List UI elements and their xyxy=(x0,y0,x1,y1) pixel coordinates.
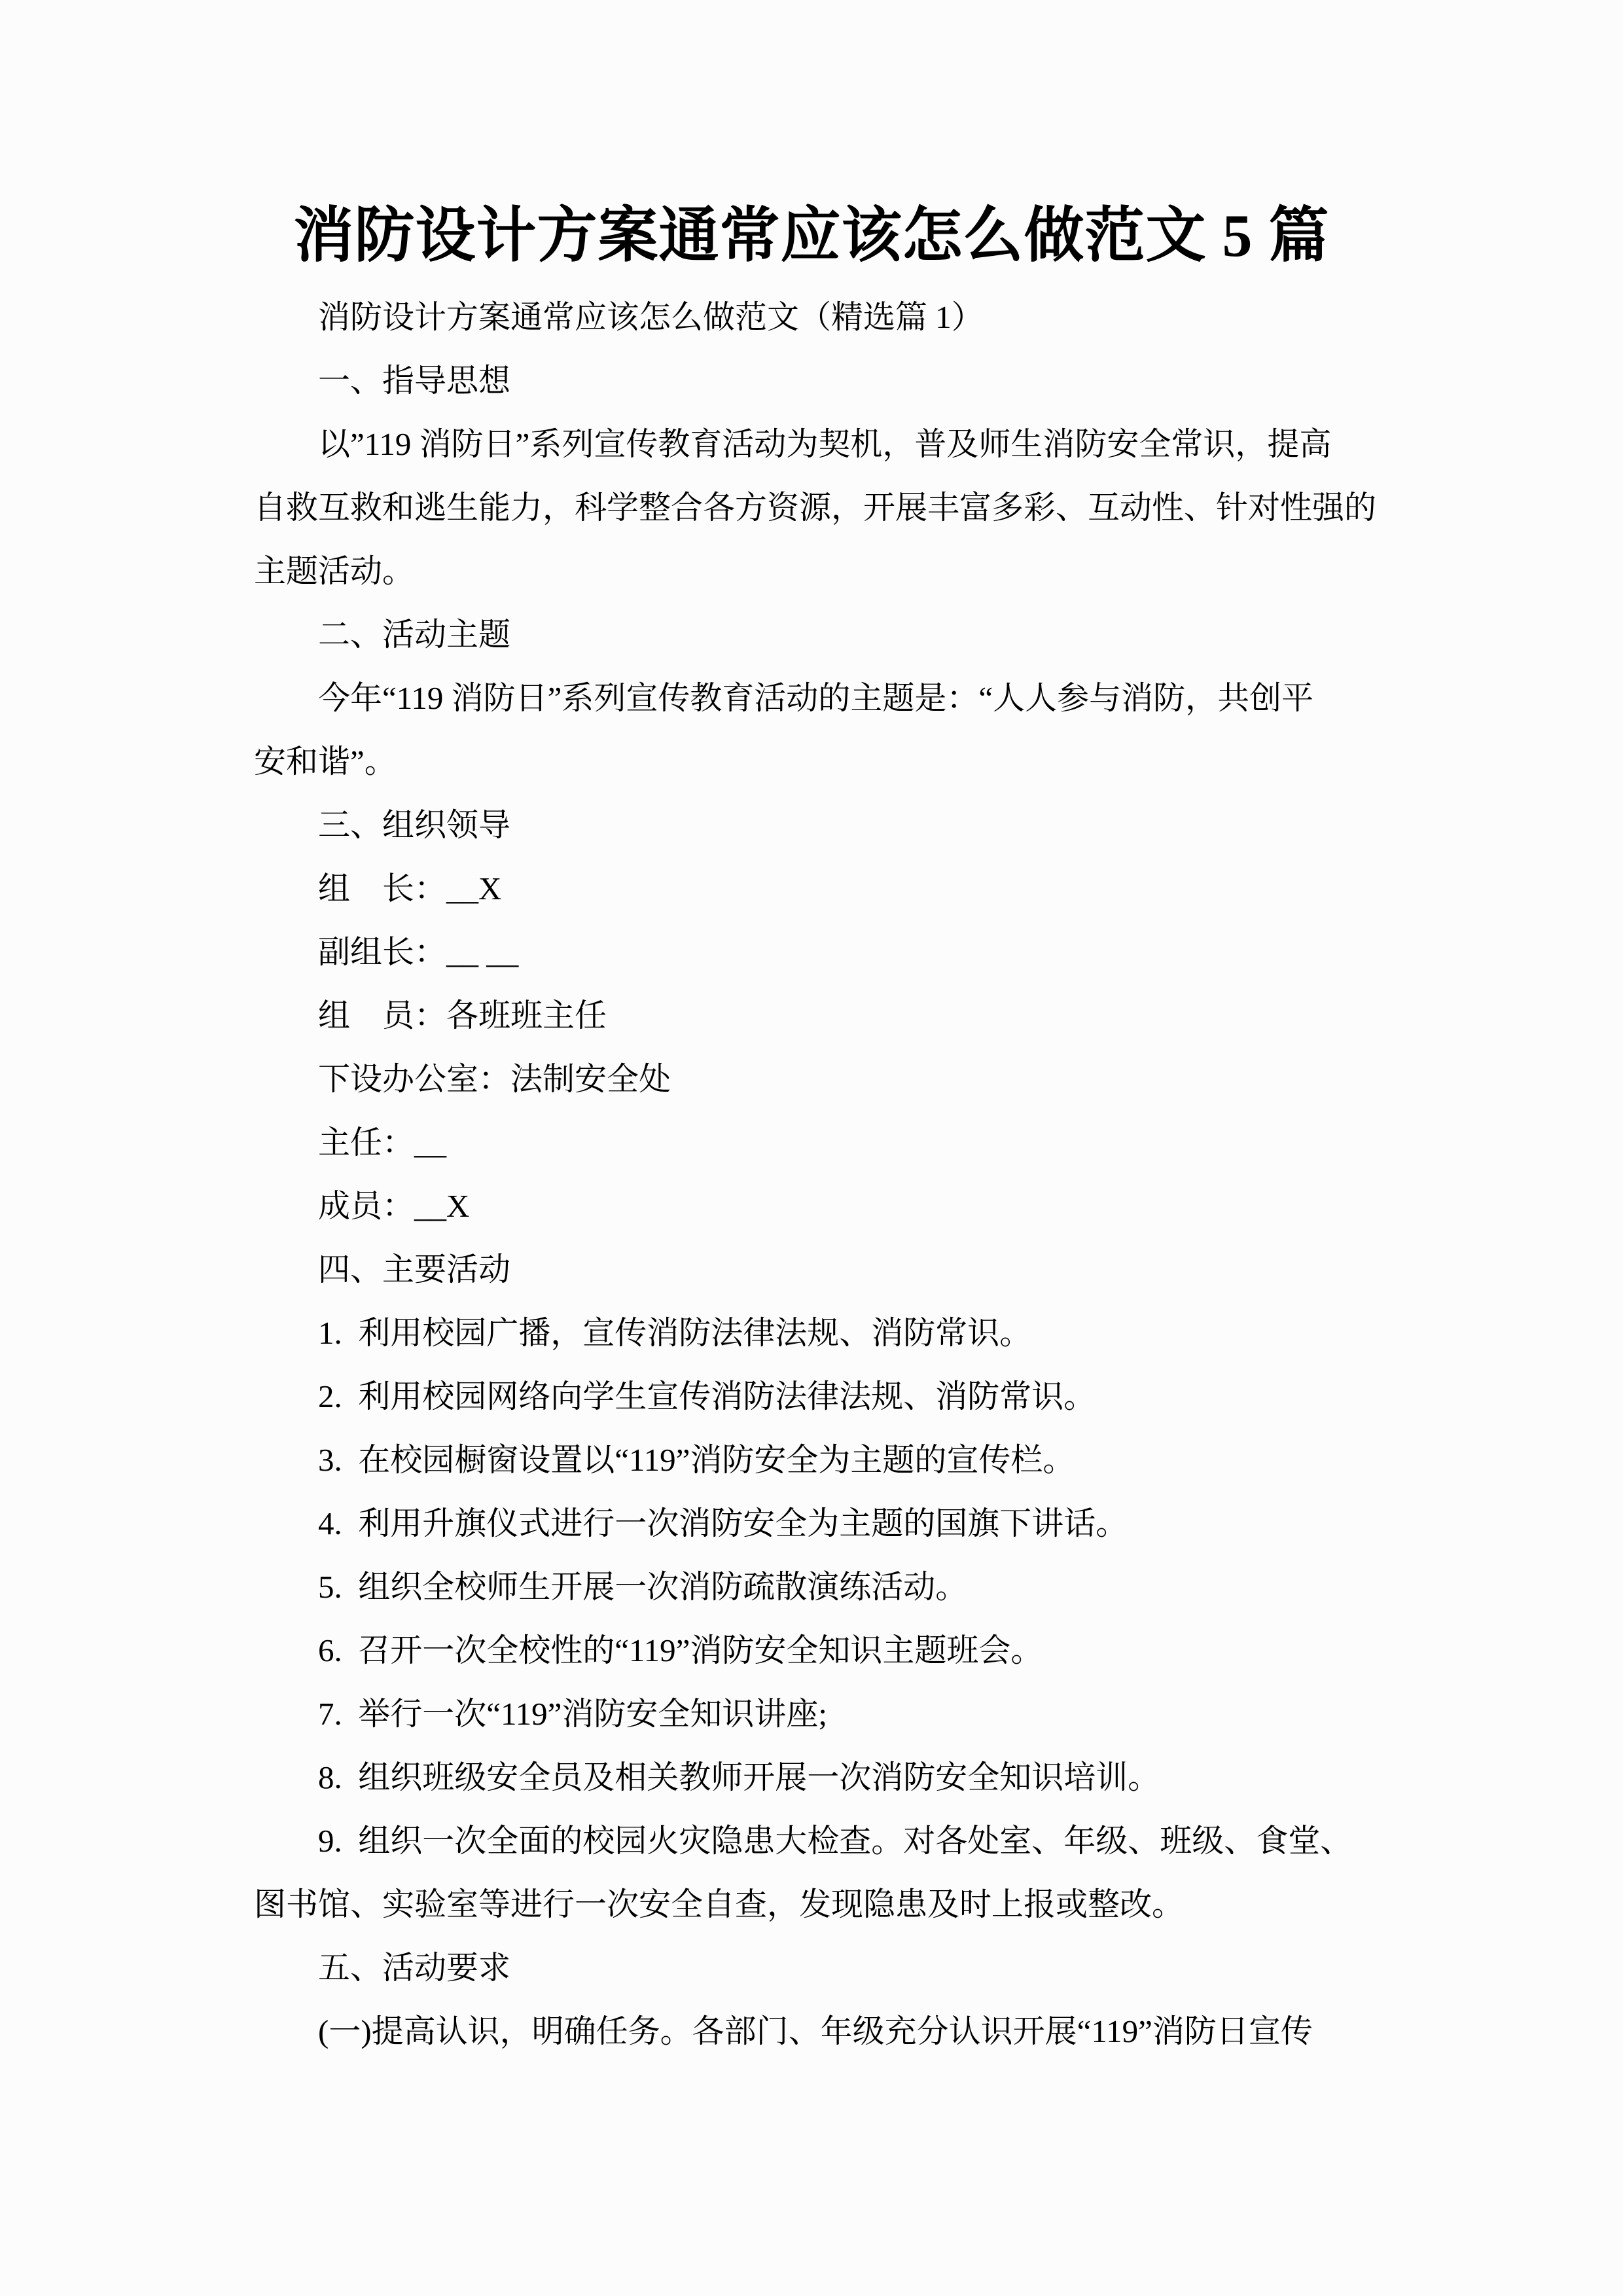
text-line: 一、指导思想 xyxy=(318,363,511,399)
text-line: 组 长：__X xyxy=(318,870,502,906)
text-line: 6. 召开一次全校性的“119”消防安全知识主题班会。 xyxy=(318,1632,1043,1668)
document-title: 消防设计方案通常应该怎么做范文 5 篇 xyxy=(293,202,1330,269)
text-line: 2. 利用校园网络向学生宣传消防法律法规、消防常识。 xyxy=(318,1378,1096,1414)
text-line: 5. 组织全校师生开展一次消防疏散演练活动。 xyxy=(318,1569,968,1605)
document-content xyxy=(254,196,1377,2063)
text-line: 8. 组织班级安全员及相关教师开展一次消防安全知识培训。 xyxy=(318,1759,1160,1795)
text-line: 9. 组织一次全面的校园火灾隐患大检查。对各处室、年级、班级、食堂、 xyxy=(318,1823,1353,1859)
text-line: 四、主要活动 xyxy=(318,1251,511,1287)
text-line: 组 员：各班班主任 xyxy=(318,997,607,1033)
text-line: 三、组织领导 xyxy=(318,807,511,843)
text-line: 消防设计方案通常应该怎么做范文（精选篇 1） xyxy=(318,299,984,335)
text-line: 副组长：__ __ xyxy=(318,934,519,970)
text-line: 下设办公室：法制安全处 xyxy=(318,1061,671,1097)
text-line: 五、活动要求 xyxy=(318,1950,511,1986)
text-line: 图书馆、实验室等进行一次安全自查，发现隐患及时上报或整改。 xyxy=(254,1886,1185,1922)
text-line: 1. 利用校园广播，宣传消防法律法规、消防常识。 xyxy=(318,1315,1032,1351)
text-line: 自救互救和逃生能力，科学整合各方资源，开展丰富多彩、互动性、针对性强的 xyxy=(254,490,1377,526)
text-line: 安和谐”。 xyxy=(254,744,397,780)
text-line: (一)提高认识，明确任务。各部门、年级充分认识开展“119”消防日宣传 xyxy=(318,2013,1313,2049)
text-line: 4. 利用升旗仪式进行一次消防安全为主题的国旗下讲话。 xyxy=(318,1505,1128,1541)
text-line: 以”119 消防日”系列宣传教育活动为契机，普及师生消防安全常识，提高 xyxy=(318,426,1332,462)
text-line: 7. 举行一次“119”消防安全知识讲座; xyxy=(318,1696,828,1732)
document-body xyxy=(254,285,1377,2063)
text-line: 主任：__ xyxy=(318,1124,447,1160)
text-line: 今年“119 消防日”系列宣传教育活动的主题是：“人人参与消防，共创平 xyxy=(318,680,1314,716)
text-line: 二、活动主题 xyxy=(318,617,511,653)
text-line: 成员：__X xyxy=(318,1188,470,1224)
text-line: 主题活动。 xyxy=(254,553,415,589)
text-line: 3. 在校园橱窗设置以“119”消防安全为主题的宣传栏。 xyxy=(318,1442,1075,1478)
